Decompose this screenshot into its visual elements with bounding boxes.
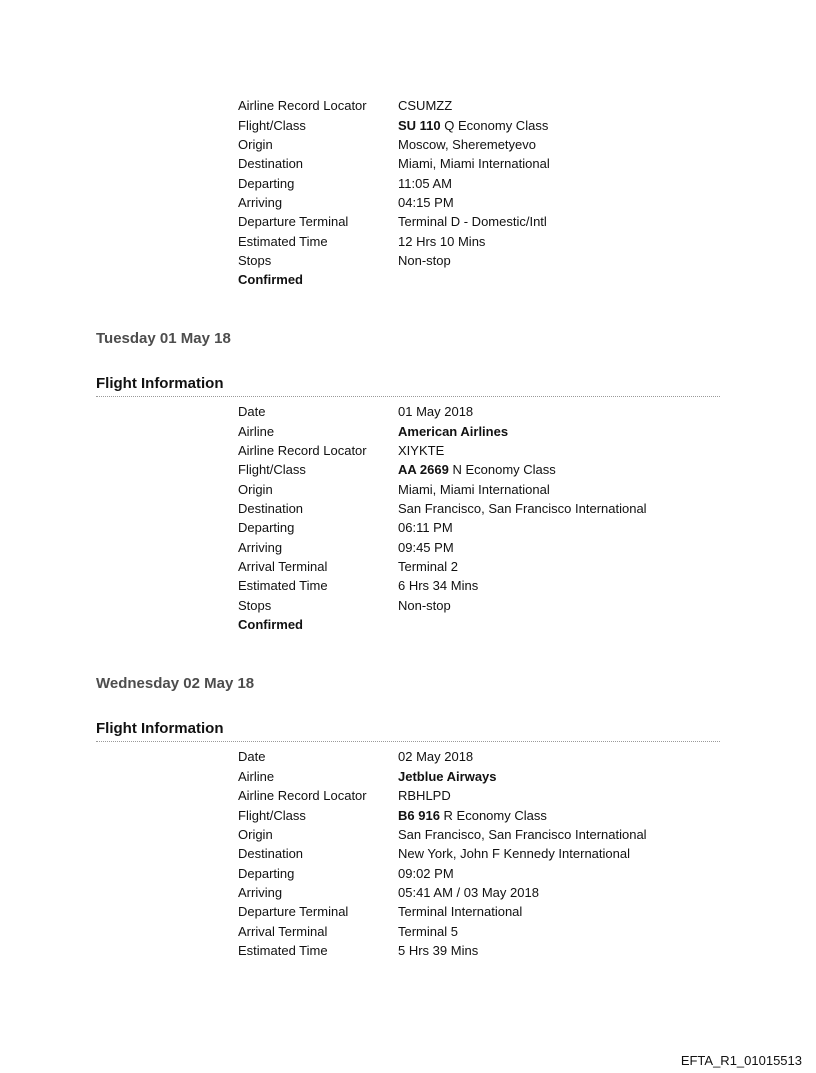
estimated-time-value: 5 Hrs 39 Mins: [398, 943, 479, 958]
record-locator-value: RBHLPD: [398, 788, 451, 803]
departing-label: Departing: [238, 520, 295, 535]
flight-information-section: [96, 719, 720, 742]
departing-label: Departing: [238, 866, 295, 881]
origin-label: Origin: [238, 827, 273, 842]
flight-class: N Economy Class: [452, 462, 556, 477]
stops-label: Stops: [238, 598, 272, 613]
destination-label: Destination: [238, 501, 304, 516]
departing-value: 06:11 PM: [398, 520, 453, 535]
stops-label: Stops: [238, 253, 272, 268]
flight-information-section: [96, 374, 720, 397]
arrival-terminal-value: Terminal 5: [398, 924, 458, 939]
origin-value: San Francisco, San Francisco International: [398, 827, 647, 842]
flight-class: Q Economy Class: [444, 118, 549, 133]
document-id: EFTA_R1_01015513: [680, 1053, 802, 1068]
origin-value: Miami, Miami International: [398, 482, 550, 497]
arriving-value: 09:45 PM: [398, 540, 454, 555]
arriving-label: Arriving: [238, 195, 283, 210]
record-locator-label: Airline Record Locator: [238, 788, 367, 803]
flight-class-value: [398, 806, 547, 825]
flight-code: SU 110: [398, 118, 441, 133]
stops-value: Non-stop: [398, 253, 451, 268]
flight-code: B6 916: [398, 808, 440, 823]
destination-label: Destination: [238, 156, 304, 171]
destination-value: New York, John F Kennedy International: [398, 846, 630, 861]
arrival-terminal-label: Arrival Terminal: [238, 924, 328, 939]
estimated-time-label: Estimated Time: [238, 578, 328, 593]
section-title: Flight Information: [96, 720, 224, 737]
origin-label: Origin: [238, 137, 273, 152]
estimated-time-label: Estimated Time: [238, 943, 328, 958]
arriving-label: Arriving: [238, 885, 283, 900]
estimated-time-value: 6 Hrs 34 Mins: [398, 578, 479, 593]
arriving-value: 05:41 AM / 03 May 2018: [398, 885, 539, 900]
estimated-time-value: 12 Hrs 10 Mins: [398, 234, 486, 249]
airline-value: [398, 422, 508, 441]
departing-label: Departing: [238, 176, 295, 191]
flight-class-value: [398, 460, 556, 479]
record-locator-label: Airline Record Locator: [238, 98, 367, 113]
day-heading: Wednesday 02 May 18: [96, 675, 255, 692]
section-title: Flight Information: [96, 375, 224, 392]
date-value: 02 May 2018: [398, 749, 474, 764]
date-value: 01 May 2018: [398, 404, 474, 419]
date-label: Date: [238, 749, 266, 764]
arriving-label: Arriving: [238, 540, 283, 555]
flight-class-value: [398, 116, 548, 135]
destination-value: Miami, Miami International: [398, 156, 550, 171]
airline-value: [398, 767, 497, 786]
arrival-terminal-value: Terminal 2: [398, 559, 458, 574]
airline-label: Airline: [238, 424, 275, 439]
confirmed-status: Confirmed: [238, 617, 303, 632]
departure-terminal-label: Departure Terminal: [238, 214, 349, 229]
flight-class-label: Flight/Class: [238, 808, 306, 823]
origin-label: Origin: [238, 482, 273, 497]
airline-name: Jetblue Airways: [398, 769, 497, 784]
destination-value: San Francisco, San Francisco International: [398, 501, 647, 516]
departure-terminal-value: Terminal D - Domestic/Intl: [398, 214, 547, 229]
flight-class-label: Flight/Class: [238, 118, 306, 133]
confirmed-status: Confirmed: [238, 272, 303, 287]
record-locator-label: Airline Record Locator: [238, 443, 367, 458]
origin-value: Moscow, Sheremetyevo: [398, 137, 537, 152]
departure-terminal-label: Departure Terminal: [238, 904, 349, 919]
flight-class: R Economy Class: [443, 808, 547, 823]
destination-label: Destination: [238, 846, 304, 861]
record-locator-value: CSUMZZ: [398, 98, 453, 113]
departing-value: 09:02 PM: [398, 866, 454, 881]
departure-terminal-value: Terminal International: [398, 904, 523, 919]
flight-code: AA 2669: [398, 462, 449, 477]
arriving-value: 04:15 PM: [398, 195, 454, 210]
day-heading: Tuesday 01 May 18: [96, 330, 231, 347]
arrival-terminal-label: Arrival Terminal: [238, 559, 328, 574]
estimated-time-label: Estimated Time: [238, 234, 328, 249]
stops-value: Non-stop: [398, 598, 451, 613]
date-label: Date: [238, 404, 266, 419]
airline-name: American Airlines: [398, 424, 509, 439]
flight-class-label: Flight/Class: [238, 462, 306, 477]
airline-label: Airline: [238, 769, 275, 784]
departing-value: 11:05 AM: [398, 176, 452, 191]
record-locator-value: XIYKTE: [398, 443, 445, 458]
